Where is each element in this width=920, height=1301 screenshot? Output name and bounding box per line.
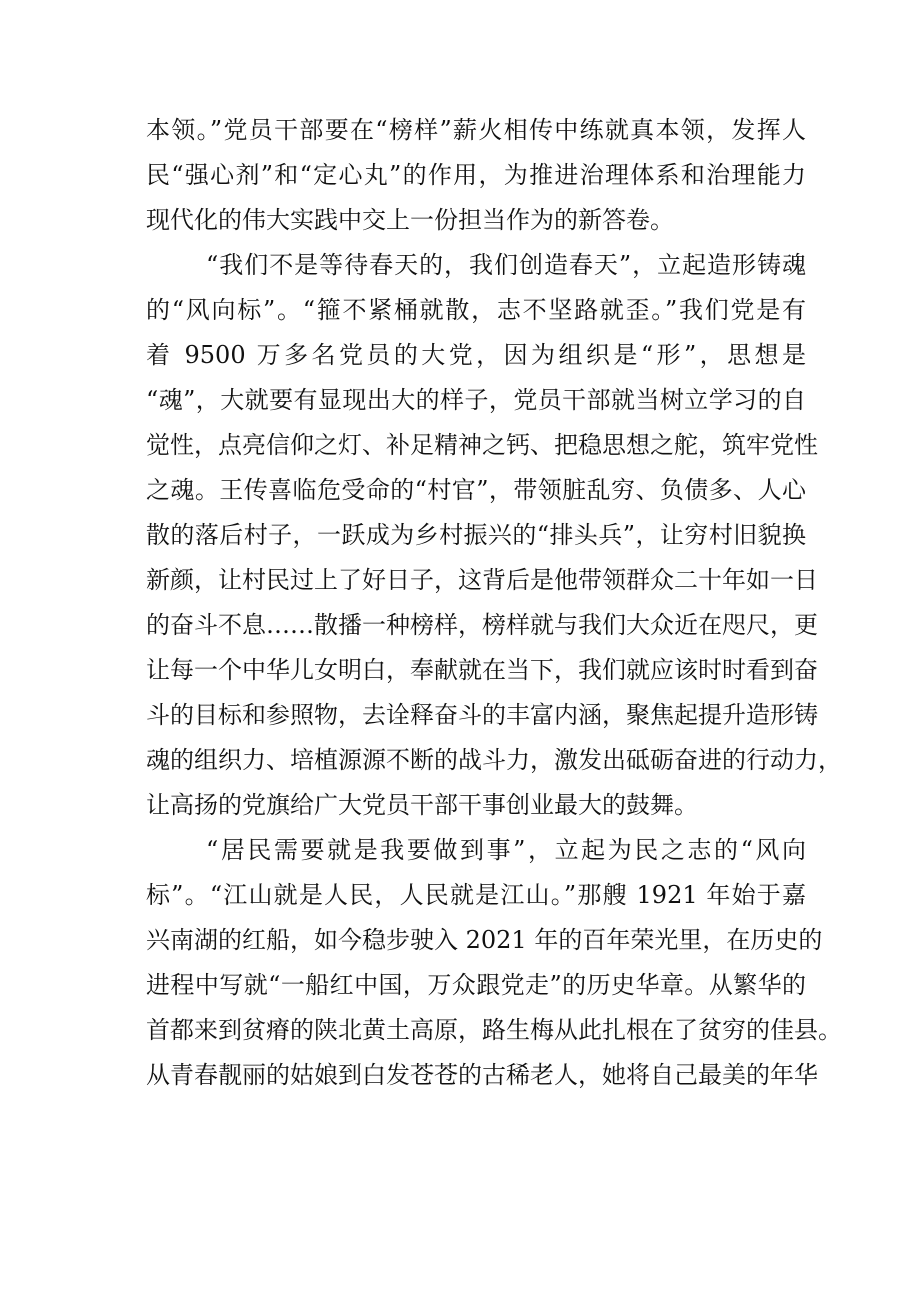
text-line: 民“强心剂”和“定心丸”的作用，为推进治理体系和治理能力 — [146, 161, 806, 189]
document-body — [146, 108, 842, 1098]
text-line: 进程中写就“一船红中国，万众跟党走”的历史华章。从繁华的 — [146, 971, 806, 999]
text-line: 让每一个中华儿女明白，奉献就在当下，我们就应该时时看到奋 — [146, 656, 818, 684]
text-line: 着 9500 万多名党员的大党，因为组织是“形”，思想是 — [146, 341, 806, 369]
text-line: “魂”，大就要有显现出大的样子，党员干部就当树立学习的自 — [146, 386, 806, 414]
text-line: 散的落后村子，一跃成为乡村振兴的“排头兵”，让穷村旧貌换 — [146, 521, 806, 549]
text-line: 的“风向标”。“箍不紧桶就散，志不坚路就歪。”我们党是有 — [146, 296, 806, 324]
text-line: 兴南湖的红船，如今稳步驶入 2021 年的百年荣光里，在历史的 — [146, 926, 823, 954]
paragraph-start-line: “居民需要就是我要做到事”，立起为民之志的“风向 — [206, 836, 806, 864]
text-line: 本领。”党员干部要在“榜样”薪火相传中练就真本领，发挥人 — [146, 116, 806, 144]
text-line: 斗的目标和参照物，去诠释奋斗的丰富内涵，聚焦起提升造形铸 — [146, 701, 818, 729]
text-line: 让高扬的党旗给广大党员干部干事创业最大的鼓舞。 — [146, 791, 698, 819]
text-line: 现代化的伟大实践中交上一份担当作为的新答卷。 — [146, 206, 674, 234]
text-line: 的奋斗不息……散播一种榜样，榜样就与我们大众近在咫尺，更 — [146, 611, 818, 639]
paragraph-start-line: “我们不是等待春天的，我们创造春天”，立起造形铸魂 — [206, 251, 806, 279]
text-line: 标”。“江山就是人民，人民就是江山。”那艘 1921 年始于嘉 — [146, 881, 806, 909]
text-line: 从青春靓丽的姑娘到白发苍苍的古稀老人，她将自己最美的年华 — [146, 1061, 818, 1089]
text-line: 魂的组织力、培植源源不断的战斗力，激发出砥砺奋进的行动力， — [146, 746, 842, 774]
text-line: 首都来到贫瘠的陕北黄土高原，路生梅从此扎根在了贫穷的佳县。 — [146, 1016, 842, 1044]
text-line: 之魂。王传喜临危受命的“村官”，带领脏乱穷、负债多、人心 — [146, 476, 806, 504]
text-line: 觉性，点亮信仰之灯、补足精神之钙、把稳思想之舵，筑牢党性 — [146, 431, 818, 459]
text-line: 新颜，让村民过上了好日子，这背后是他带领群众二十年如一日 — [146, 566, 818, 594]
